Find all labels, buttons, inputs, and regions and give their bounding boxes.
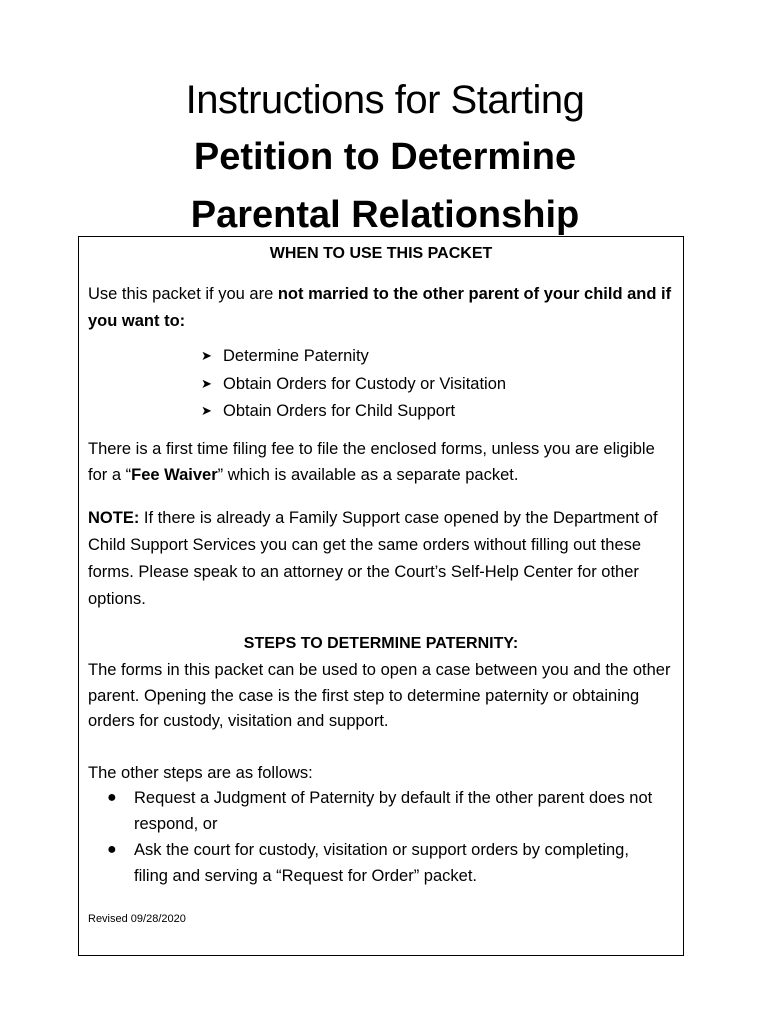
document-title bbox=[0, 72, 770, 244]
list-item bbox=[201, 398, 506, 426]
list-item-label: Obtain Orders for Child Support bbox=[223, 402, 456, 420]
title-line-petition: Petition to Determine bbox=[193, 136, 577, 178]
instructions-box bbox=[78, 236, 684, 956]
steps-section-heading: STEPS TO DETERMINE PATERNITY: bbox=[243, 635, 519, 652]
when-intro-plain: Use this packet if you are bbox=[88, 285, 278, 303]
list-item-label: Determine Paternity bbox=[223, 347, 369, 365]
arrow-bullet-icon: ➤ bbox=[201, 403, 212, 418]
title-line-instructions: Instructions for Starting bbox=[185, 78, 585, 122]
list-item bbox=[107, 785, 667, 837]
arrow-bullet-icon: ➤ bbox=[201, 348, 212, 363]
note-label: NOTE: bbox=[88, 509, 140, 527]
steps-body-paragraph: The forms in this packet can be used to open a case between you and the other parent. Opening the case is the first step to determine paternity or obtaining orders for custody, visitation and support. bbox=[88, 661, 671, 730]
other-steps-intro: The other steps are as follows: bbox=[88, 764, 313, 782]
list-item-label: Request a Judgment of Paternity by default if the other parent does not respond, or bbox=[134, 789, 653, 833]
list-item-label: Obtain Orders for Custody or Visitation bbox=[223, 374, 507, 393]
list-item-label: Ask the court for custody, visitation or support orders by completing, filing and serving a “Request for Order” packet. bbox=[134, 841, 629, 885]
fee-paragraph bbox=[88, 437, 678, 488]
note-paragraph bbox=[88, 505, 678, 613]
reasons-list bbox=[201, 343, 506, 426]
fee-text-end: ” which is available as a separate packet. bbox=[217, 465, 519, 484]
revised-date: Revised 09/28/2020 bbox=[88, 913, 186, 925]
list-item bbox=[201, 371, 506, 399]
arrow-bullet-icon: ➤ bbox=[201, 375, 212, 391]
round-bullet-icon: ● bbox=[107, 841, 117, 858]
fee-text-start: There is a first time filing fee to file the enclosed forms, unless you are eligible for a “ bbox=[88, 440, 655, 484]
list-item bbox=[107, 837, 667, 889]
when-intro-bold: not married to the other parent of your child and if you want to: bbox=[88, 285, 672, 330]
when-intro-paragraph bbox=[88, 281, 678, 335]
fee-waiver-bold: Fee Waiver bbox=[131, 465, 218, 484]
round-bullet-icon: ● bbox=[107, 789, 117, 806]
other-steps-list bbox=[107, 785, 667, 889]
list-item bbox=[201, 343, 506, 371]
note-text: If there is already a Family Support case opened by the Department of Child Support Services you can get the same orders without filling out these forms. Please speak to an attorney or the Court’s Self-Help Center for other options. bbox=[88, 509, 658, 608]
when-section-heading: WHEN TO USE THIS PACKET bbox=[269, 245, 493, 262]
title-line-parental: Parental Relationship bbox=[190, 194, 580, 236]
